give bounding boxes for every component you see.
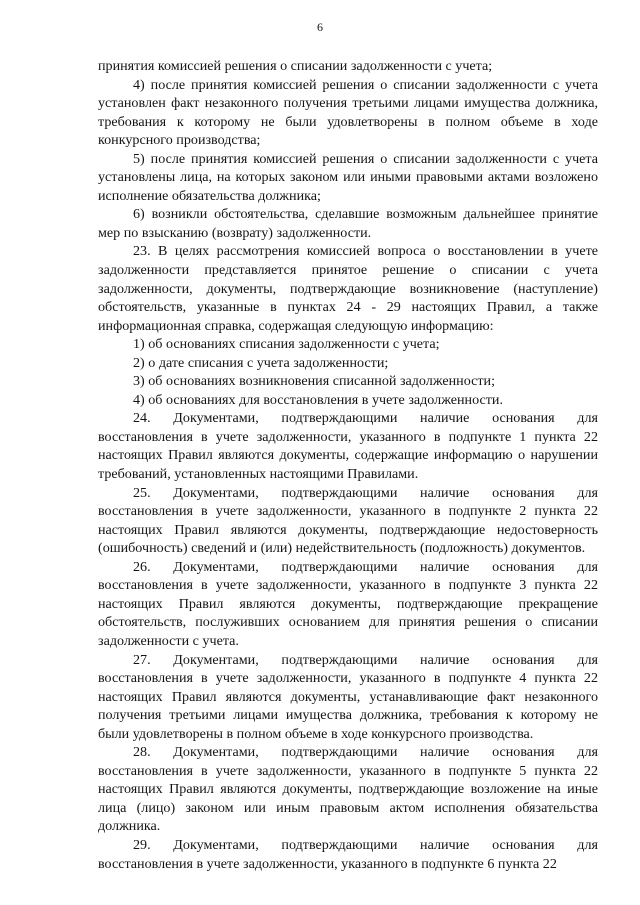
paragraph-clause-27: 27. Документами, подтверждающими наличие основания для восстановления в учете задолженности, указанного в подпункте 4 пункта 22 настоящих Правил являются документы, устанавливающие факт незаконного получения третьими лицами имущества должника, требования к которому не были удовлетворены в полном объеме в ходе конкурсного производства. (98, 651, 598, 742)
paragraph-subitem-5: 5) после принятия комиссией решения о списании задолженности с учета установлены лица, на которых законом или иными правовыми актами возложено исполнение обязательства должника; (98, 150, 598, 204)
paragraph-continuation: принятия комиссией решения о списании задолженности с учета; (98, 58, 493, 74)
paragraph-list-item-4: 4) об основаниях для восстановления в учете задолженности. (133, 391, 503, 408)
paragraph-clause-26: 26. Документами, подтверждающими наличие основания для восстановления в учете задолженности, указанного в подпункте 3 пункта 22 настоящих Правил являются документы, подтверждающие прекращение обстоятельств, послуживших основанием для принятия решения о списании задолженности с учета. (98, 558, 598, 649)
document-body (98, 57, 598, 873)
paragraph-clause-25: 25. Документами, подтверждающими наличие основания для восстановления в учете задолженности, указанного в подпункте 2 пункта 22 настоящих Правил являются документы, подтверждающие недостоверность (ошибочность) сведений и (или) недействительность (подложность) документов. (98, 484, 598, 557)
paragraph-subitem-6: 6) возникли обстоятельства, сделавшие возможным дальнейшее принятие мер по взысканию (возврату) задолженности. (98, 206, 598, 241)
page-number: 6 (317, 20, 323, 34)
paragraph-list-item-1: 1) об основаниях списания задолженности с учета; (133, 336, 440, 353)
paragraph-clause-24: 24. Документами, подтверждающими наличие основания для восстановления в учете задолженности, указанного в подпункте 1 пункта 22 настоящих Правил являются документы, содержащие информацию о нарушении требований, установленных настоящими Правилами. (98, 410, 598, 483)
paragraph-clause-29: 29. Документами, подтверждающими наличие основания для восстановления в учете задолженности, указанного в подпункте 6 пункта 22 (98, 836, 598, 872)
paragraph-clause-28: 28. Документами, подтверждающими наличие основания для восстановления в учете задолженности, указанного в подпункте 5 пункта 22 настоящих Правил являются документы, подтверждающие возложение на иные лица (лицо) законом или иным правовым актом исполнения обязательства должника. (98, 744, 598, 835)
paragraph-clause-23: 23. В целях рассмотрения комиссией вопроса о восстановлении в учете задолженности представляется принятое решение о списании с учета задолженности, документы, подтверждающие возникновение (наступление) обстоятельств, указанные в пунктах 24 - 29 настоящих Правил, а также информационная справка, содержащая следующую информацию: (98, 243, 598, 334)
paragraph-list-item-2: 2) о дате списания с учета задолженности; (133, 354, 389, 371)
paragraph-list-item-3: 3) об основаниях возникновения списанной задолженности; (133, 373, 495, 390)
paragraph-subitem-4: 4) после принятия комиссией решения о списании задолженности с учета установлен факт незаконного получения третьими лицами имущества должника, требования к которому не были удовлетворены в полном объеме в ходе конкурсного производства; (98, 76, 598, 149)
